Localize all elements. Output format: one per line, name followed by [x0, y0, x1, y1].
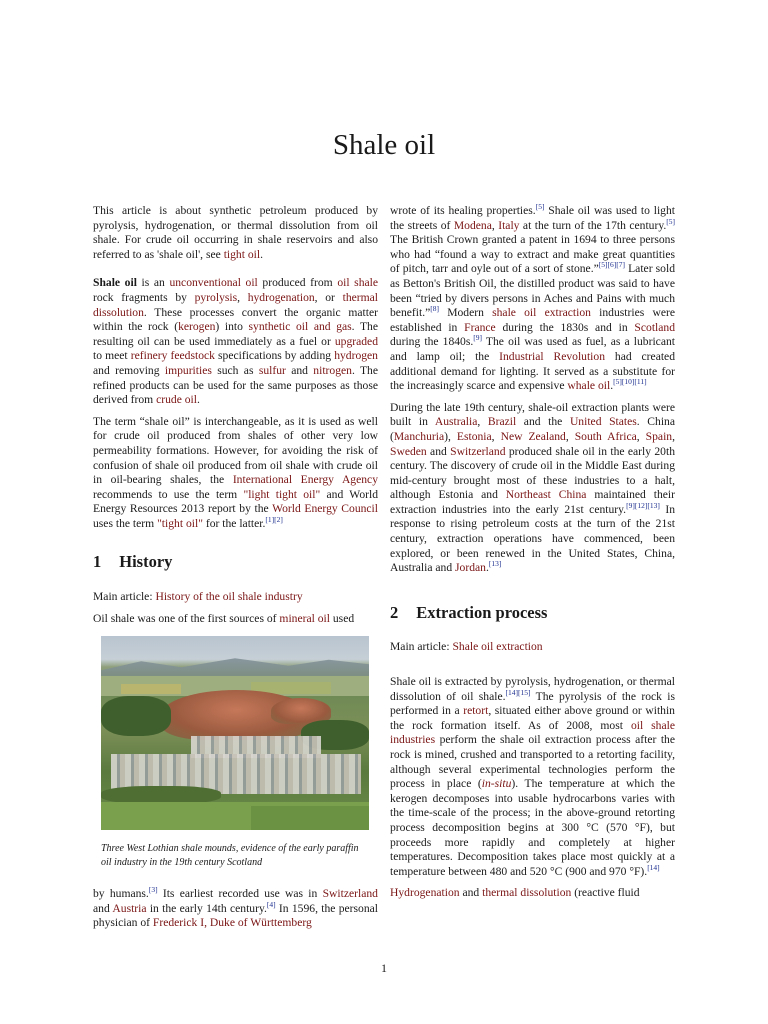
link-estonia[interactable]: Estonia	[456, 429, 492, 443]
link-tight-oil[interactable]: tight oil	[223, 247, 261, 261]
citation[interactable]: [13]	[488, 559, 502, 569]
link-frederick-i[interactable]: Frederick I, Duke of Württemberg	[152, 916, 312, 930]
link-scotland[interactable]: Scotland	[634, 320, 675, 334]
section-title: Extraction process	[416, 602, 548, 622]
link-mineral-oil[interactable]: mineral oil	[279, 611, 330, 625]
link-italy[interactable]: Italy	[498, 218, 520, 232]
link-thermal-dissolution-2[interactable]: thermal dissolution	[482, 886, 572, 900]
article-subject: Shale oil	[93, 276, 137, 290]
link-shale-oil-extraction[interactable]: shale oil extraction	[492, 306, 591, 320]
photo-field	[121, 684, 181, 694]
history-paragraph-right: wrote of its healing properties.[5] Shale oil was used to light the streets of Modena, Italy at the turn of the 17th century.[5] The British Crown granted a patent in 1694 to three persons who had “found a way to extract and make great quantities of pitch, tarr and oyle out of a sort of stone.”[5][6][7] Later sold as Betton's British Oil, the distilled product was said to have been “tried by divers persons in Aches and Pains with much benefit.”[8] Modern shale oil extraction industries were established in France during the 1830s and in Scotland during the 1840s.[9] The oil was used as fuel, as a lubricant and lamp oil; the Industrial Revolution had created additional demand for lighting. It served as a substitute for the increasingly scarce and expensive whale oil.[5][10][11]	[390, 202, 676, 393]
link-thermal-dissolution[interactable]: thermal dissolution	[93, 290, 379, 319]
right-column	[390, 204, 675, 908]
link-shale-oil-extraction-main[interactable]: Shale oil extraction	[452, 640, 543, 654]
link-united-states[interactable]: United States	[569, 415, 637, 429]
link-hydrogenation-2[interactable]: Hydrogenation	[390, 886, 460, 900]
citation[interactable]: [5][6][7]	[598, 260, 625, 270]
link-switzerland[interactable]: Switzerland	[322, 887, 378, 901]
citation[interactable]: [5][10][11]	[613, 377, 647, 387]
link-manchuria[interactable]: Manchuria	[393, 429, 445, 443]
link-light-tight-oil[interactable]: "light tight oil"	[243, 487, 321, 501]
figure-caption: Three West Lothian shale mounds, evidence of the early paraffin oil industry in the 19th century Scotland	[101, 843, 359, 868]
tree-cluster	[101, 696, 171, 736]
link-unconventional-oil[interactable]: unconventional oil	[169, 276, 258, 290]
link-pyrolysis[interactable]: pyrolysis	[194, 290, 238, 304]
shale-mounds-photo	[101, 636, 369, 830]
citation[interactable]: [9][12][13]	[626, 500, 660, 510]
link-retort[interactable]: retort	[463, 704, 489, 718]
link-oil-shale-industries[interactable]: oil shale industries	[390, 718, 675, 747]
link-tight-oil-2[interactable]: "tight oil"	[157, 516, 203, 530]
photo-field	[251, 806, 369, 830]
link-oil-shale[interactable]: oil shale	[337, 276, 379, 290]
citation[interactable]: [4]	[266, 899, 276, 909]
section-number: 2	[390, 602, 399, 622]
link-brazil[interactable]: Brazil	[487, 415, 517, 429]
link-jordan[interactable]: Jordan	[455, 561, 486, 575]
link-switzerland-2[interactable]: Switzerland	[450, 444, 506, 458]
hydrogenation-paragraph-start: Hydrogenation and thermal dissolution (reactive fluid	[390, 886, 640, 900]
left-column	[93, 204, 378, 938]
link-international-energy-agency[interactable]: International Energy Agency	[232, 473, 378, 487]
link-australia[interactable]: Australia	[434, 415, 478, 429]
citation[interactable]: [9]	[473, 333, 483, 343]
citation[interactable]: [5]	[666, 216, 676, 226]
link-austria[interactable]: Austria	[112, 901, 147, 915]
section-number: 1	[93, 552, 102, 572]
history-paragraph-start: Oil shale was one of the first sources of mineral oil used	[93, 611, 355, 625]
link-modena[interactable]: Modena	[453, 218, 492, 232]
main-article-note: Main article: History of the oil shale industry	[93, 590, 303, 604]
page-number: 1	[381, 961, 387, 975]
link-whale-oil[interactable]: whale oil	[567, 379, 611, 393]
main-article-note: Main article: Shale oil extraction	[390, 640, 543, 654]
link-impurities[interactable]: impurities	[164, 363, 212, 377]
link-new-zealand[interactable]: New Zealand	[500, 429, 566, 443]
section-heading-history	[93, 552, 378, 572]
link-spain[interactable]: Spain	[645, 429, 673, 443]
link-sulfur[interactable]: sulfur	[258, 363, 286, 377]
link-northeast-china[interactable]: Northeast China	[505, 488, 587, 502]
link-nitrogen[interactable]: nitrogen	[313, 363, 352, 377]
hatnote: This article is about synthetic petroleum produced by pyrolysis, hydrogenation, or thermal dissolution from oil shale. For crude oil occurring in shale reservoirs and also referred to as 'shale oil', see tight oil.	[93, 204, 378, 261]
terminology-paragraph: The term “shale oil” is interchangeable, as it is used as well for crude oil produced from shales of other very low permeability formations. However, for avoiding the risk of confusion of shale oil produced from oil shale with crude oil in oil-bearing shales, the International Energy Agency recommends to use the term "light tight oil" and World Energy Resources 2013 report by the World Energy Council uses the term "tight oil" for the latter.[1][2]	[93, 414, 378, 530]
extraction-paragraph: Shale oil is extracted by pyrolysis, hydrogenation, or thermal dissolution of oil shale.[14][15] The pyrolysis of the rock is performed in a retort, situated either above ground or within the rock formation itself. As of 2008, most oil shale industries perform the shale oil extraction process after the rock is mined, crushed and transported to a retorting facility, although several experimental technologies perform the process in place (in-situ). The temperature at which the kerogen decomposes into usable hydrocarbons varies with the time-scale of the process; in the above-ground retorting process decomposition begins at 300 °C (570 °F), but proceeds more rapidly and completely at higher temperatures. Decomposition takes place most quickly at a temperature between 480 and 520 °C (900 and 970 °F).[14]	[390, 675, 675, 878]
citation[interactable]: [5]	[535, 202, 545, 211]
intro-paragraph: Shale oil is an unconventional oil produced from oil shale rock fragments by pyrolysis, hydrogenation, or thermal dissolution. These processes convert the organic matter within the rock (kerogen) into synthetic oil and gas. The resulting oil can be used immediately as a fuel or upgraded to meet refinery feedstock specifications by adding hydrogen and removing impurities such as sulfur and nitrogen. The refined products can be used for the same purposes as those derived from crude oil.	[93, 276, 379, 407]
link-kerogen[interactable]: kerogen	[178, 320, 216, 334]
figure	[101, 636, 369, 869]
link-refinery-feedstock[interactable]: refinery feedstock	[130, 349, 215, 363]
link-upgraded[interactable]: upgraded	[334, 334, 378, 348]
link-crude-oil[interactable]: crude oil	[156, 393, 197, 407]
section-heading-extraction	[390, 602, 675, 622]
citation[interactable]: [14]	[647, 862, 660, 872]
link-synthetic-oil-and-gas[interactable]: synthetic oil and gas	[248, 320, 352, 334]
citation[interactable]: [14][15]	[505, 687, 531, 697]
citation[interactable]: [1][2]	[265, 514, 283, 524]
link-world-energy-council[interactable]: World Energy Council	[272, 502, 378, 516]
link-industrial-revolution[interactable]: Industrial Revolution	[499, 349, 605, 363]
late-19th-century-paragraph: During the late 19th century, shale-oil extraction plants were built in Australia, Brazil and the United States. China (Manchuria), Estonia, New Zealand, South Africa, Spain, Sweden and Switzerland produced shale oil in the early 20th century. The discovery of crude oil in the Middle East during mid-century brought most of these industries to a halt, although Estonia and Northeast China maintained their extraction industries into the early 21st century.[9][12][13] In response to rising petroleum costs at the turn of the 21st century, extraction operations have commenced, been explored, or been renewed in the United States, China, Australia and Jordan.[13]	[390, 400, 675, 575]
link-history-oil-shale-industry[interactable]: History of the oil shale industry	[155, 590, 303, 604]
history-paragraph-cont: by humans.[3] Its earliest recorded use was in Switzerland and Austria in the early 14th century.[4] In 1596, the personal physician of Frederick I, Duke of Württemberg	[93, 885, 378, 930]
link-sweden[interactable]: Sweden	[390, 444, 427, 458]
citation[interactable]: [3]	[148, 885, 158, 895]
link-hydrogen[interactable]: hydrogen	[334, 349, 378, 363]
link-in-situ[interactable]: in-situ	[481, 777, 512, 791]
link-france[interactable]: France	[464, 320, 496, 334]
section-title: History	[119, 552, 173, 572]
link-south-africa[interactable]: South Africa	[574, 429, 637, 443]
page-title: Shale oil	[332, 129, 436, 162]
link-hydrogenation[interactable]: hydrogenation	[247, 290, 315, 304]
citation[interactable]: [8]	[430, 304, 439, 314]
